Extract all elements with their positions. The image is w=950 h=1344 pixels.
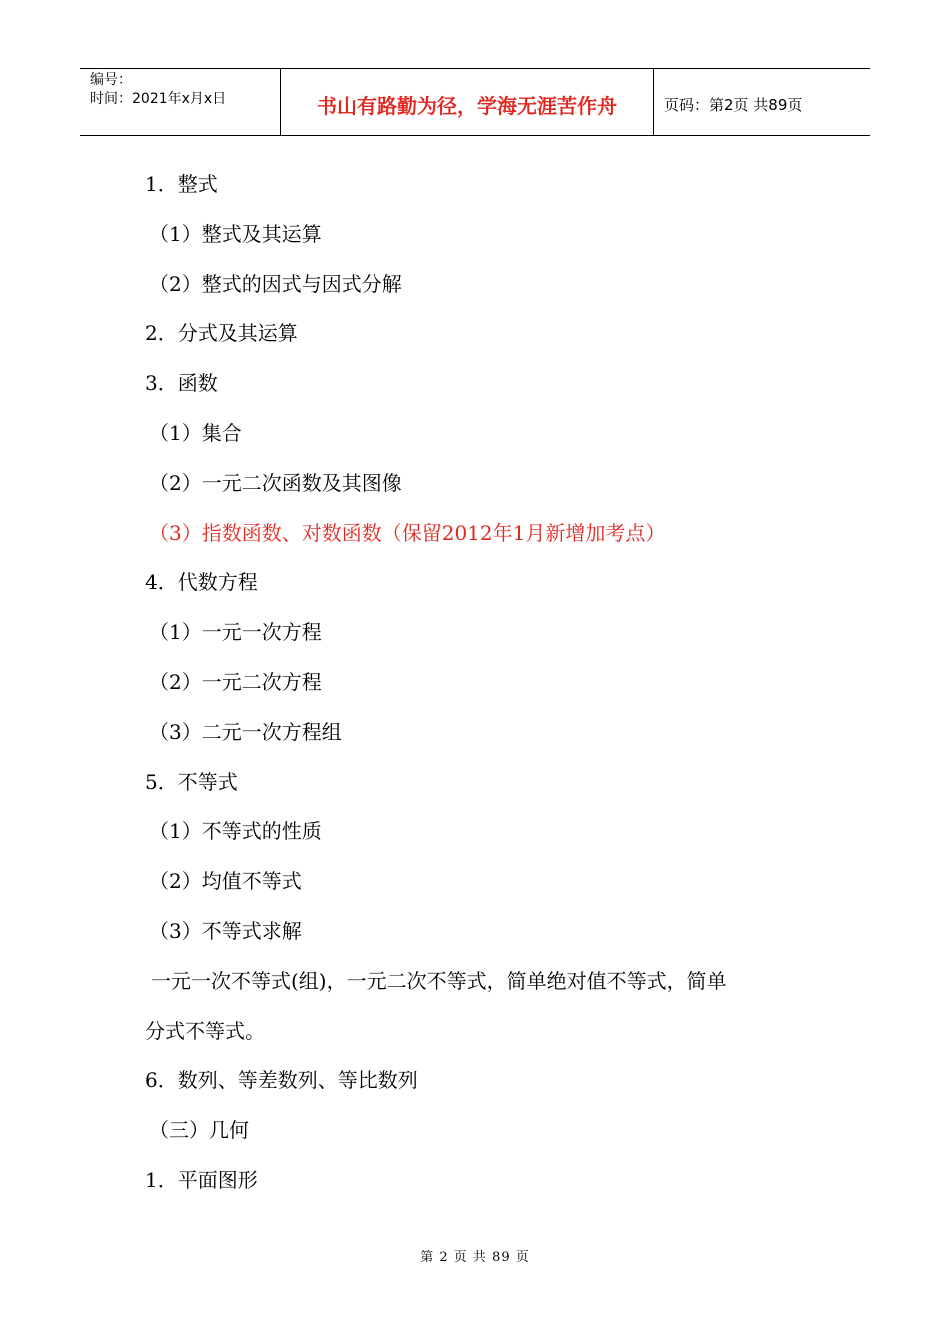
subsection-item: （1）一元一次方程 [149, 620, 322, 645]
header-meta [80, 69, 281, 135]
section-heading: 5．不等式 [145, 769, 238, 794]
subsection-item: （1）集合 [149, 420, 242, 445]
paragraph-line: 一元一次不等式(组)，一元二次不等式，简单绝对值不等式，简单 [151, 968, 727, 993]
subsection-item: （2）均值不等式 [149, 869, 302, 894]
page-footer: 第 2 页 共 89 页 [420, 1250, 530, 1265]
section-heading: 6．数列、等差数列、等比数列 [145, 1068, 418, 1093]
subsection-item: （1）不等式的性质 [149, 819, 322, 844]
header-page-code: 页码：第2页 共89页 [664, 95, 803, 114]
chapter-heading: （三）几何 [149, 1118, 249, 1143]
number-label: 编号： [90, 72, 132, 88]
subsection-item: （3）不等式求解 [149, 918, 302, 943]
section-heading: 1．平面图形 [145, 1167, 258, 1192]
highlighted-subsection-item: （3）指数函数、对数函数（保留2012年1月新增加考点） [149, 520, 666, 545]
page-header [80, 68, 870, 136]
section-heading: 3．函数 [145, 371, 218, 396]
section-heading: 1．整式 [145, 172, 218, 196]
subsection-item: （2）整式的因式与因式分解 [149, 271, 402, 296]
subsection-item: （1）整式及其运算 [149, 221, 322, 246]
section-heading: 2．分式及其运算 [145, 321, 298, 346]
subsection-item: （2）一元二次方程 [149, 669, 322, 694]
header-motto: 书山有路勤为径，学海无涯苦作舟 [281, 69, 654, 135]
paragraph-line: 分式不等式。 [145, 1018, 265, 1043]
subsection-item: （2）一元二次函数及其图像 [149, 470, 402, 495]
section-heading: 4．代数方程 [145, 570, 258, 595]
time-label: 时间：2021年x月x日 [90, 91, 227, 107]
document-body [145, 167, 825, 1213]
subsection-item: （3）二元一次方程组 [149, 719, 342, 744]
